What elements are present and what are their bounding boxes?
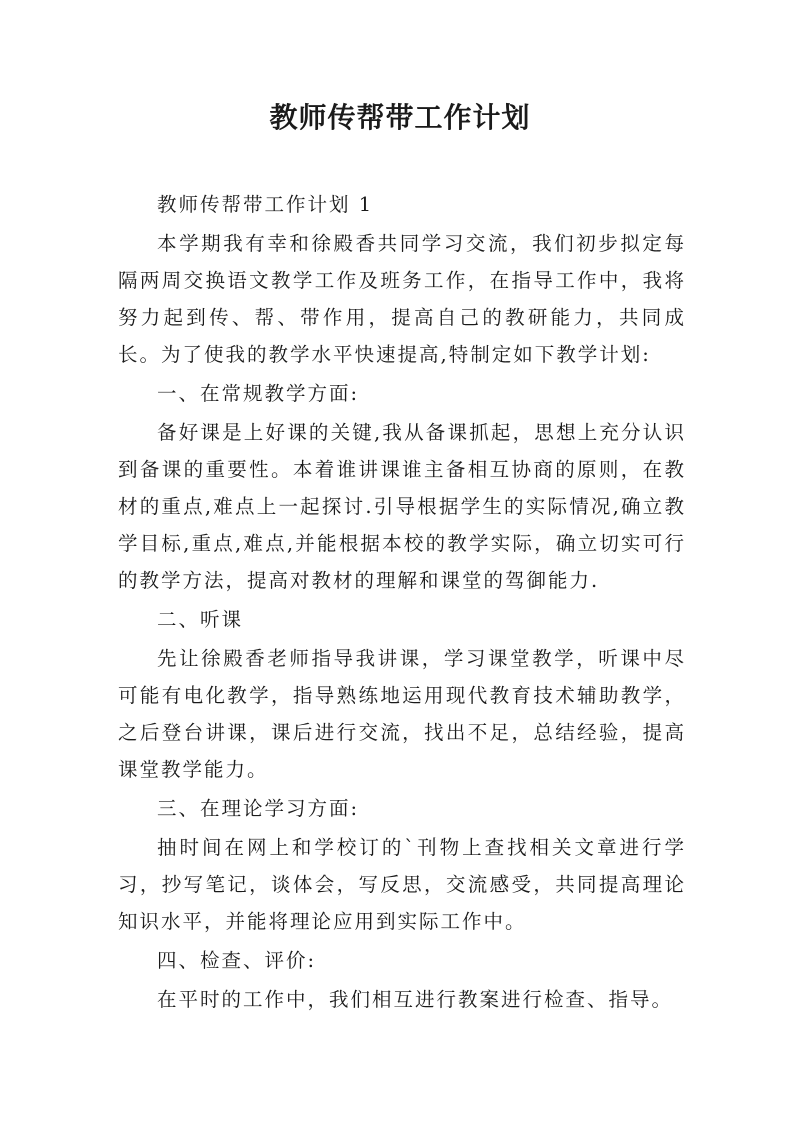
document-body xyxy=(118,186,686,1020)
lesson-observation-paragraph: 先让徐殿香老师指导我讲课，学习课堂教学，听课中尽可能有电化教学，指导熟练地运用现代教育技术辅助教学，之后登台讲课，课后进行交流，找出不足，总结经验，提高课堂教学能力。 xyxy=(118,647,686,781)
theory-study-paragraph: 抽时间在网上和学校订的`刊物上查找相关文章进行学习，抄写笔记，谈体会，写反思，交流感受，共同提高理论知识水平，并能将理论应用到实际工作中。 xyxy=(118,836,686,933)
intro-paragraph: 本学期我有幸和徐殿香共同学习交流，我们初步拟定每隔两周交换语文教学工作及班务工作，在指导工作中，我将努力起到传、帮、带作用，提高自己的教研能力，共同成长。为了使我的教学水平快速提高,特制定如下教学计划: xyxy=(118,232,686,366)
section-heading-inspection-evaluation: 四、检查、评价: xyxy=(157,949,317,972)
routine-teaching-paragraph: 备好课是上好课的关键,我从备课抓起，思想上充分认识到备课的重要性。本着谁讲课谁主备相互协商的原则，在教材的重点,难点上一起探讨.引导根据学生的实际情况,确立教学目标,重点,难点,并能根据本校的教学实际，确立切实可行的教学方法，提高对教材的理解和课堂的驾御能力. xyxy=(118,421,686,592)
section-heading-lesson-observation: 二、听课 xyxy=(157,608,244,631)
section-heading-routine-teaching: 一、在常规教学方面: xyxy=(157,382,360,405)
inspection-evaluation-paragraph: 在平时的工作中，我们相互进行教案进行检查、指导。 xyxy=(157,988,674,1011)
plan-subtitle: 教师传帮带工作计划 1 xyxy=(157,193,374,216)
document-title: 教师传帮带工作计划 xyxy=(269,101,531,134)
section-heading-theory-study: 三、在理论学习方面: xyxy=(157,797,360,820)
